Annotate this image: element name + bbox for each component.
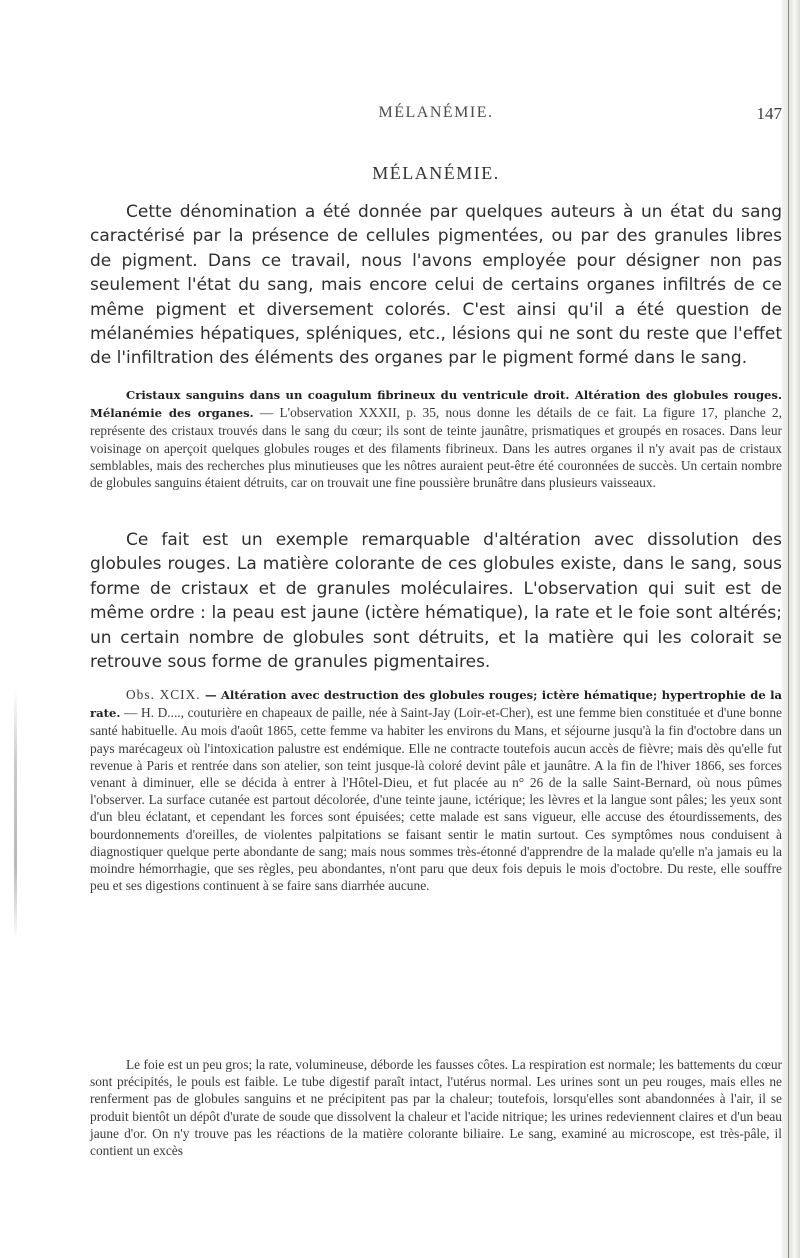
section-title: MÉLANÉMIE. [372,163,500,183]
liver-text: Le foie est un peu gros; la rate, volumineuse, déborde les fausses côtes. La respiration est normale; les battements du cœur sont précipités, le pouls est faible. Le tube digestif paraît intact, l'utérus normal. Les urines sont un peu rouges, mais elles ne renferment pas de globules sanguins et ne précipitent pas par la chaleur; toutefois, lorsqu'elles sont abandonnées à l'air, il se produit bientôt un dépôt d'urate de soude que dissolvent la chaleur et l'acide nitrique; les urines redeviennent claires et d'un beau jaune d'or. On n'y trouve pas les réactions de la matière colorante biliaire. Le sang, examiné au microscope, est très-pâle, il contient un excès [90,1057,782,1159]
page-header [90,104,782,128]
observation-block [90,686,782,894]
page-edge [782,0,800,1258]
crystals-block [90,386,782,491]
page-edge-line [788,0,789,1258]
intro-text: Cette dénomination a été donnée par quelques auteurs à un état du sang caractérisé par la présence de cellules pigmentées, ou par des granules libres de pigment. Dans ce travail, nous l'avons employée pour désigner non pas seulement l'état du sang, mais encore celui de certains organes infiltrés de ce même pigment et diversement colorés. C'est ainsi qu'il a été question de mélanémies hépatiques, spléniques, etc., lésions qui ne sont du reste que l'effet de l'infiltration des éléments des organes par le pigment formé dans le sang. [90,202,782,369]
observation-paragraph [90,686,782,894]
observation-heading: — Altération avec destruction des globules rouges; ictère hématique; hypertrophie de la rate. [90,688,782,721]
binding-shadow [14,690,17,940]
example-paragraph [90,528,782,674]
crystals-heading: Cristaux sanguins dans un coagulum fibrineux du ventricule droit. Altération des globules rouges. Mélanémie des organes. [90,388,782,421]
example-text: Ce fait est un exemple remarquable d'altération avec dissolution des globules rouges. La matière colorante de ces globules existe, dans le sang, sous forme de cristaux et de granules moléculaires. L'observation qui suit est de même ordre : la peau est jaune (ictère hématique), la rate et le foie sont altérés; un certain nombre de globules sont détruits, et la matière qui les colorait se retrouve sous forme de granules pigmentaires. [90,530,782,673]
liver-paragraph [90,1056,782,1159]
page-number: 147 [756,104,782,123]
running-title: MÉLANÉMIE. [378,104,494,121]
crystals-paragraph [90,386,782,491]
observation-text: — H. D...., couturière en chapeaux de paille, née à Saint-Jay (Loir-et-Cher), est une femme bien constituée et d'une bonne santé habituelle. Au mois d'août 1865, cette femme va habiter les environs du Mans, et séjourne jusqu'à la fin d'octobre dans un pays marécageux où l'intoxication palustre est endémique. Elle ne contracte toutefois aucun accès de fièvre; mais dès qu'elle fut revenue à Paris et rentrée dans son atelier, son teint jusque-là coloré devint pâle et jaunâtre. A la fin de l'hiver 1866, ses forces venant à diminuer, elle se décida à entrer à l'Hôtel-Dieu, et fut placée au n° 26 de la salle Saint-Bernard, où nous pûmes l'observer. La surface cutanée est partout décolorée, d'une teinte jaune, ictérique; les lèvres et la langue sont pâles; les yeux sont d'un bleu éclatant, et cependant les forces sont épuisées; cette malade est sans vigueur, elle accuse des étourdissements, des bourdonnements d'oreilles, de violentes palpitations se faisant sentir le matin surtout. Ces symptômes nous conduisent à diagnostiquer quelque perte abondante de sang; mais nous sommes très-étonné d'apprendre de la malade qu'elle n'a jamais eu la moindre hémorrhagie, que ses règles, peu abondantes, n'ont paru que deux fois depuis le mois d'octobre. Du reste, elle souffre peu et ses digestions continuent à se faire sans diarrhée aucune. [90,705,782,894]
intro-paragraph [90,200,782,371]
observation-label: Obs. XCIX. [126,687,201,702]
crystals-text: — L'observation XXXII, p. 35, nous donne les détails de ce fait. La figure 17, planche 2, représente des cristaux trouvés dans le sang du cœur; ils sont de teinte jaunâtre, prismatiques et groupés en rosaces. Dans leur voisinage on aperçoit quelques globules rouges et des filaments fibrineux. Dans les autres organes il n'y avait pas de cristaux semblables, mais des recherches plus minutieuses que les nôtres auraient peut-être été couronnées de succès. Un certain nombre de globules sanguins étaient détruits, car on trouvait une fine poussière brunâtre dans plusieurs vaisseaux. [90,405,782,491]
